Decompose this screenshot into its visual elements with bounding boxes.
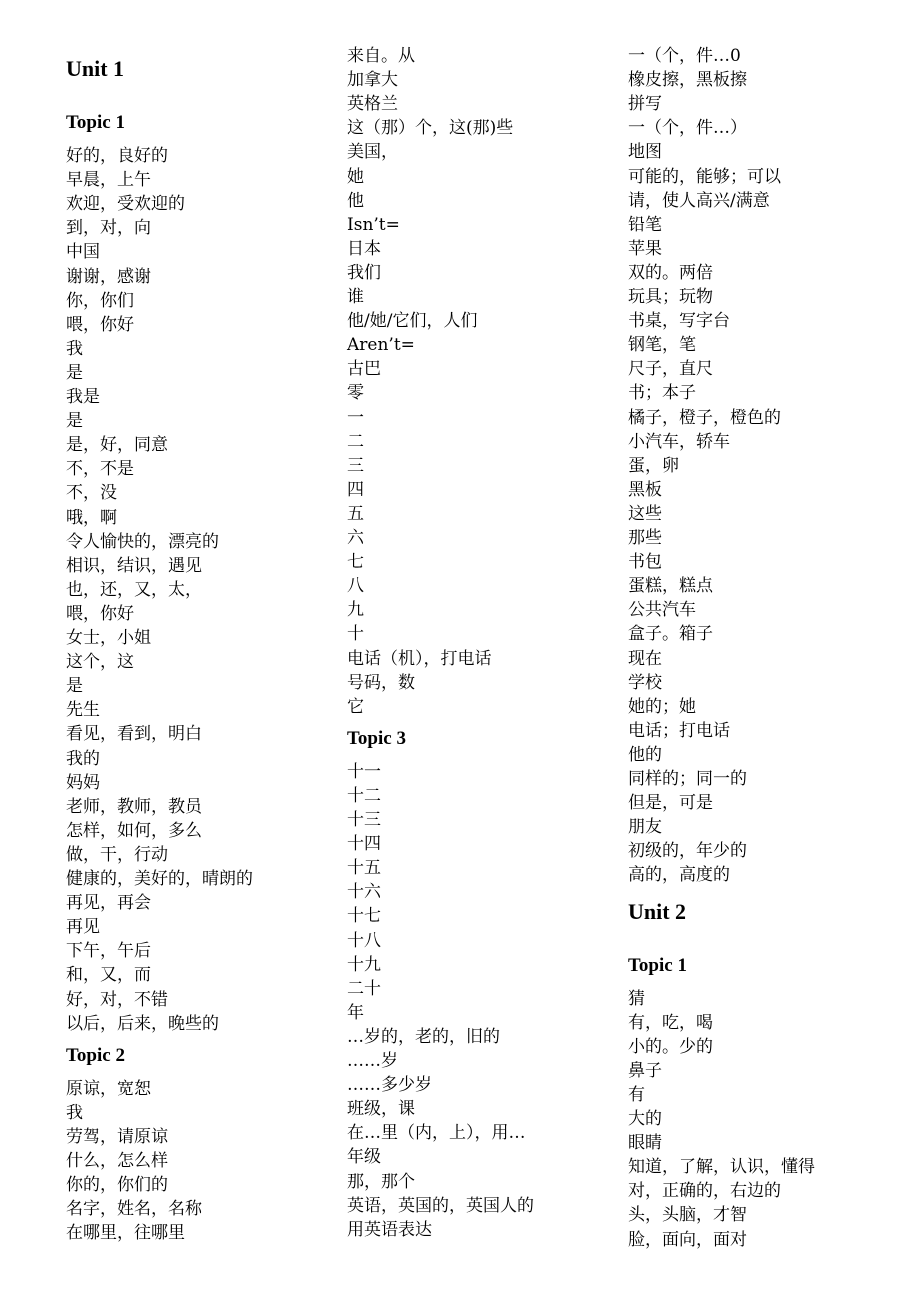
vocab-line: 现在 [628, 648, 662, 669]
vocab-line: 书桌，写字台 [628, 311, 730, 332]
vocab-line: 你，你们 [66, 290, 134, 311]
vocab-line: 英语，英国的，英国人的 [347, 1195, 534, 1216]
vocab-line: 钢笔，笔 [628, 335, 696, 356]
vocab-line: 黑板 [628, 479, 662, 500]
vocab-line: 学校 [628, 672, 662, 693]
vocab-line: 可能的，能够；可以 [628, 166, 781, 187]
vocab-line: 请，使人高兴/满意 [628, 190, 770, 211]
vocab-line: 有，吃，喝 [628, 1012, 713, 1033]
vocab-line: 十八 [347, 930, 381, 951]
vocab-line: 蛋糕，糕点 [628, 576, 713, 597]
vocab-line: 高的，高度的 [628, 865, 730, 886]
vocab-line: 是 [66, 676, 83, 697]
vocab-line: 地图 [628, 142, 662, 163]
vocab-line: 哦，啊 [66, 507, 117, 528]
vocab-line: 电话；打电话 [628, 720, 730, 741]
vocab-line: 书包 [628, 552, 662, 573]
vocab-line: 那些 [628, 528, 662, 548]
vocab-line: 中国 [66, 242, 100, 263]
vocab-line: 这个，这 [66, 652, 134, 673]
vocab-line: 以后，后来，晚些的 [66, 1013, 219, 1034]
vocab-line: ……岁 [347, 1051, 398, 1071]
vocab-line: 一（个，件…0 [628, 46, 741, 66]
vocab-line: 三 [347, 455, 364, 476]
vocab-line: …岁的，老的，旧的 [347, 1026, 500, 1047]
vocab-line: 八 [347, 576, 364, 597]
topic-heading: Topic 3 [347, 727, 406, 749]
vocab-line: 和，又，而 [66, 965, 151, 986]
vocab-line: Aren’t= [347, 335, 415, 356]
vocab-line: 美国， [347, 142, 398, 163]
topic-heading: Topic 1 [66, 112, 125, 133]
vocab-line: 有 [628, 1084, 645, 1105]
topic-heading: Topic 1 [628, 954, 687, 976]
vocab-line: 再见 [66, 917, 100, 938]
vocab-line: 同样的；同一的 [628, 769, 747, 789]
vocab-line: 好，对，不错 [66, 989, 168, 1010]
vocab-line: 尺子，直尺 [628, 359, 713, 380]
vocab-line: 先生 [66, 700, 100, 721]
vocab-line: 早晨，上午 [66, 170, 151, 191]
vocab-line: 加拿大 [347, 70, 398, 91]
unit-heading: Unit 1 [66, 56, 125, 81]
vocab-line: 再见，再会 [66, 893, 151, 914]
vocab-line: 年 [347, 1002, 364, 1023]
vocab-line: 十二 [347, 785, 381, 806]
vocab-line: 不，没 [66, 483, 117, 504]
vocab-line: 一 [347, 407, 364, 428]
vocab-line: 大的 [628, 1109, 662, 1129]
vocab-line: 十一 [347, 761, 381, 782]
vocab-line: 健康的，美好的，晴朗的 [66, 869, 253, 889]
vocab-line: 我是 [66, 387, 100, 407]
vocab-line: 公共汽车 [628, 600, 696, 621]
vocab-line: 谢谢，感谢 [66, 266, 151, 287]
vocab-line: 书；本子 [628, 383, 696, 404]
vocab-line: 双的。两倍 [628, 262, 713, 283]
vocab-line: 相识，结识，遇见 [66, 555, 202, 576]
vocab-line: 到，对，向 [66, 218, 151, 239]
vocab-line: 在哪里，往哪里 [66, 1223, 185, 1244]
vocab-line: 谁 [347, 287, 364, 307]
vocab-line: 你的，你们的 [66, 1175, 168, 1196]
vocab-line: 蛋，卵 [628, 455, 679, 476]
vocab-line: 我 [66, 338, 83, 359]
vocab-line: 她 [347, 166, 364, 187]
vocab-line: 老师，教师，教员 [66, 796, 202, 817]
vocab-line: 号码，数 [347, 672, 415, 693]
vocab-line: 二 [347, 431, 364, 452]
vocab-line: 鼻子 [628, 1060, 662, 1081]
vocab-line: 英格兰 [347, 94, 398, 115]
vocab-line: 班级，课 [347, 1099, 415, 1120]
vocab-line: 是 [66, 411, 83, 432]
vocab-line: 四 [347, 479, 364, 500]
vocab-line: 女士，小姐 [66, 628, 151, 648]
vocab-line: 朋友 [628, 817, 662, 838]
vocab-line: 橡皮擦，黑板擦 [628, 70, 747, 91]
vocab-line: 好的，良好的 [66, 146, 168, 166]
vocab-line: 它 [347, 696, 364, 717]
vocab-line: 也，还，又，太， [66, 579, 202, 600]
vocab-line: 拼写 [628, 94, 662, 115]
vocab-line: 玩具；玩物 [628, 287, 713, 307]
vocab-line: 原谅，宽恕 [66, 1078, 151, 1099]
vocab-line: 小汽车，轿车 [628, 431, 730, 452]
vocab-line: 苹果 [628, 238, 662, 259]
vocab-line: 喂，你好 [66, 314, 134, 335]
vocab-line: 十 [347, 624, 364, 645]
vocab-line: 一（个，件…） [628, 118, 747, 139]
vocab-line: 年级 [347, 1147, 381, 1168]
vocab-line: 十四 [347, 834, 381, 855]
vocab-line: 妈妈 [66, 772, 100, 793]
vocab-line: 他/她/它们，人们 [347, 311, 478, 332]
vocab-line: 二十 [347, 978, 381, 999]
vocab-line: 电话（机），打电话 [347, 648, 492, 669]
vocab-line: 在…里（内，上），用… [347, 1123, 526, 1144]
vocab-line: 五 [347, 503, 364, 524]
vocab-line: 她的；她 [628, 696, 696, 717]
vocab-line: 名字，姓名，名称 [66, 1199, 202, 1220]
vocab-line: 古巴 [347, 359, 381, 380]
vocab-line: 是 [66, 362, 83, 383]
vocab-line: 我的 [66, 748, 100, 769]
vocab-line: 这（那）个，这(那)些 [347, 118, 514, 139]
vocab-line: 我 [66, 1102, 83, 1123]
vocab-line: 七 [347, 552, 364, 573]
vocab-line: 用英语表达 [347, 1219, 432, 1240]
vocab-line: 小的。少的 [628, 1036, 713, 1057]
vocab-line: Isn’t= [347, 214, 400, 235]
vocab-line: 他 [347, 190, 364, 211]
vocab-line: 那，那个 [347, 1171, 415, 1192]
vocab-line: 日本 [347, 238, 381, 259]
vocab-line: 喂，你好 [66, 603, 134, 624]
vocab-line: 欢迎，受欢迎的 [66, 194, 185, 215]
vocab-line: 头，头脑，才智 [628, 1205, 747, 1226]
vocab-line: 铅笔 [628, 214, 662, 235]
vocab-line: 十三 [347, 810, 381, 830]
vocab-line: 九 [347, 600, 364, 621]
unit-heading: Unit 2 [628, 898, 687, 924]
vocab-line: 劳驾，请原谅 [66, 1126, 168, 1147]
vocab-line: 令人愉快的，漂亮的 [66, 531, 219, 552]
vocab-line: 十五 [347, 858, 381, 879]
vocab-line: 来自。从 [347, 46, 415, 66]
vocab-line: 十七 [347, 906, 381, 927]
vocab-line: 初级的，年少的 [628, 841, 747, 862]
vocab-line: 盒子。箱子 [628, 624, 713, 645]
vocab-line: 我们 [347, 262, 381, 283]
vocab-line: 脸，面向，面对 [628, 1229, 747, 1250]
vocab-line: 眼睛 [628, 1133, 662, 1154]
vocab-line: 零 [347, 383, 364, 404]
vocab-line: ……多少岁 [347, 1075, 432, 1096]
vocab-line: 六 [347, 528, 364, 548]
topic-heading: Topic 2 [66, 1044, 125, 1066]
vocab-line: 十六 [347, 882, 381, 903]
vocab-line: 十九 [347, 954, 381, 975]
vocab-line: 对，正确的，右边的 [628, 1181, 781, 1202]
vocab-line: 看见，看到，明白 [66, 724, 202, 745]
vocab-line: 做，干，行动 [66, 844, 168, 865]
vocab-line: 下午，午后 [66, 941, 151, 962]
vocab-line: 什么，怎么样 [66, 1151, 168, 1171]
vocab-line: 猜 [628, 988, 645, 1009]
vocab-line: 知道，了解，认识，懂得 [628, 1157, 815, 1178]
vocab-line: 怎样，如何，多么 [66, 820, 202, 841]
vocab-line: 是，好，同意 [66, 435, 168, 456]
vocab-line: 他的 [628, 744, 662, 765]
vocab-line: 不，不是 [66, 459, 134, 480]
vocab-line: 但是，可是 [628, 793, 713, 814]
vocab-line: 这些 [628, 503, 662, 524]
vocab-line: 橘子，橙子，橙色的 [628, 407, 781, 428]
